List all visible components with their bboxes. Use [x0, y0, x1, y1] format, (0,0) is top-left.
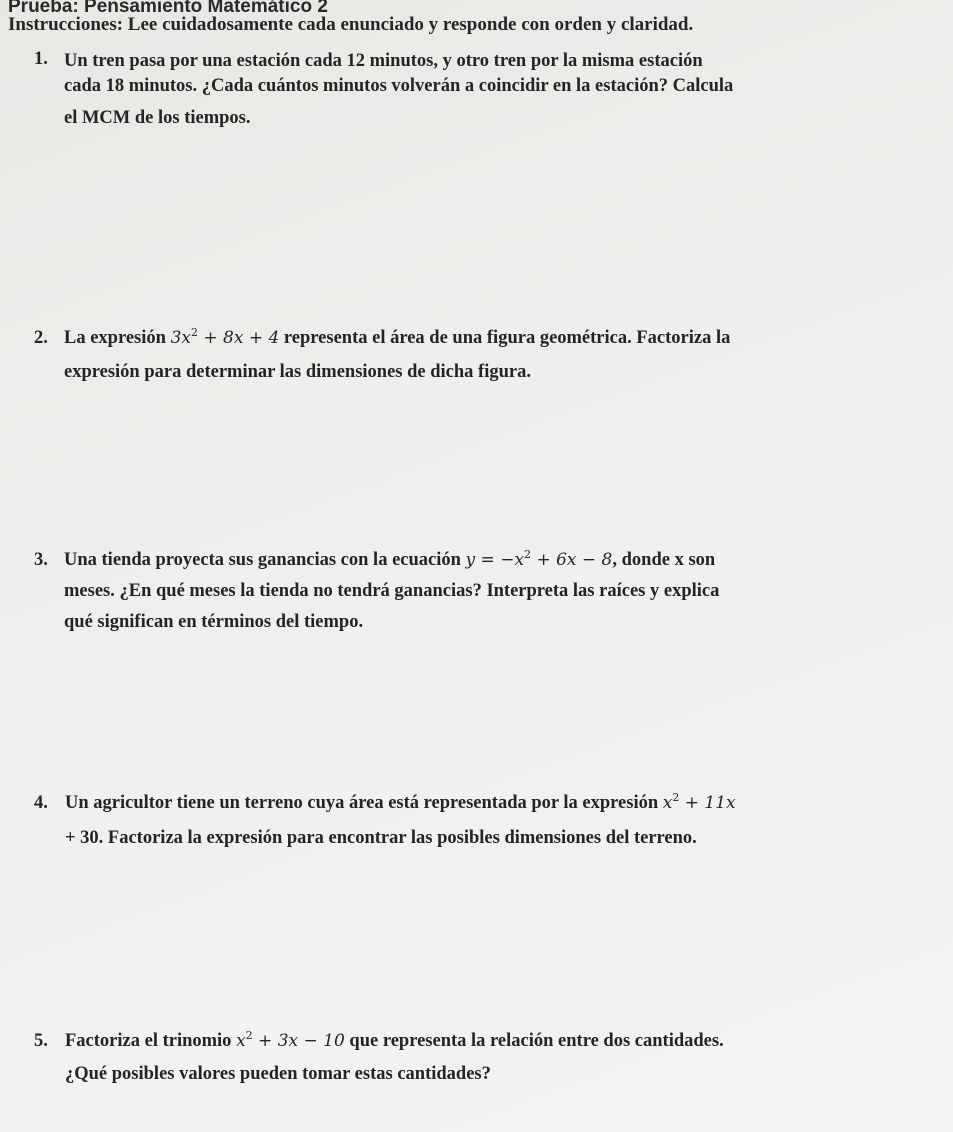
expression-exponent: 2 — [245, 1029, 253, 1042]
expression-base: y = −x — [465, 550, 525, 570]
instructions: Instrucciones: Lee cuidadosamente cada enunciado y responde con orden y claridad. — [8, 14, 694, 35]
question-line — [34, 1026, 724, 1057]
question-line: + 30. Factoriza la expresión para encontrar las posibles dimensiones del terreno. — [65, 828, 697, 848]
question-text: que representa la relación entre dos cantidades. — [349, 1031, 724, 1051]
question-line — [34, 545, 719, 576]
question-text: Un agricultor tiene un terreno cuya área está representada por la expresión — [65, 793, 659, 813]
question-4 — [34, 788, 736, 854]
question-line: el MCM de los tiempos. — [64, 108, 251, 128]
question-line: qué significan en términos del tiempo. — [64, 612, 364, 632]
expression-base: 3x — [170, 328, 191, 348]
expression-base: x — [236, 1031, 246, 1051]
question-line: ¿Qué posibles valores pueden tomar estas cantidades? — [65, 1064, 491, 1084]
question-line — [34, 788, 736, 819]
expression-exponent: 2 — [190, 326, 198, 339]
question-line — [34, 323, 730, 354]
expression-rest: + 6x − 8 — [531, 550, 613, 570]
expression-base: x — [662, 793, 673, 813]
math-expression — [466, 550, 613, 570]
expression-rest: + 11x — [679, 793, 736, 813]
expression-rest: + 8x + 4 — [197, 328, 280, 348]
question-line: meses. ¿En qué meses la tienda no tendrá ganancias? Interpreta las raíces y explica — [64, 581, 720, 601]
question-3 — [34, 545, 719, 638]
question-line: Un tren pasa por una estación cada 12 minutos, y otro tren por la misma estación — [64, 51, 703, 71]
expression-exponent: 2 — [524, 548, 532, 561]
math-expression — [663, 793, 736, 813]
expression-rest: + 3x − 10 — [252, 1031, 345, 1051]
question-5 — [34, 1026, 724, 1090]
question-number: 4. — [34, 793, 48, 813]
question-1 — [34, 44, 733, 134]
question-text: Factoriza el trinomio — [65, 1031, 232, 1051]
question-text: La expresión — [64, 328, 166, 348]
expression-exponent: 2 — [672, 791, 680, 804]
exam-title: Prueba: Pensamiento Matemático 2 — [8, 0, 328, 17]
question-line: expresión para determinar las dimensiones de dicha figura. — [64, 362, 531, 382]
question-text: , donde x son — [612, 550, 716, 570]
question-line: cada 18 minutos. ¿Cada cuántos minutos volverán a coincidir en la estación? Calcula — [64, 76, 734, 96]
question-number: 3. — [34, 550, 48, 570]
math-expression — [236, 1031, 345, 1051]
question-text: representa el área de una figura geométrica. Factoriza la — [283, 328, 731, 348]
question-number: 2. — [34, 328, 48, 348]
question-number: 1. — [34, 49, 48, 69]
question-text: Una tienda proyecta sus ganancias con la ecuación — [64, 550, 461, 570]
math-expression — [171, 328, 280, 348]
question-2 — [34, 323, 730, 388]
question-number: 5. — [34, 1031, 48, 1051]
